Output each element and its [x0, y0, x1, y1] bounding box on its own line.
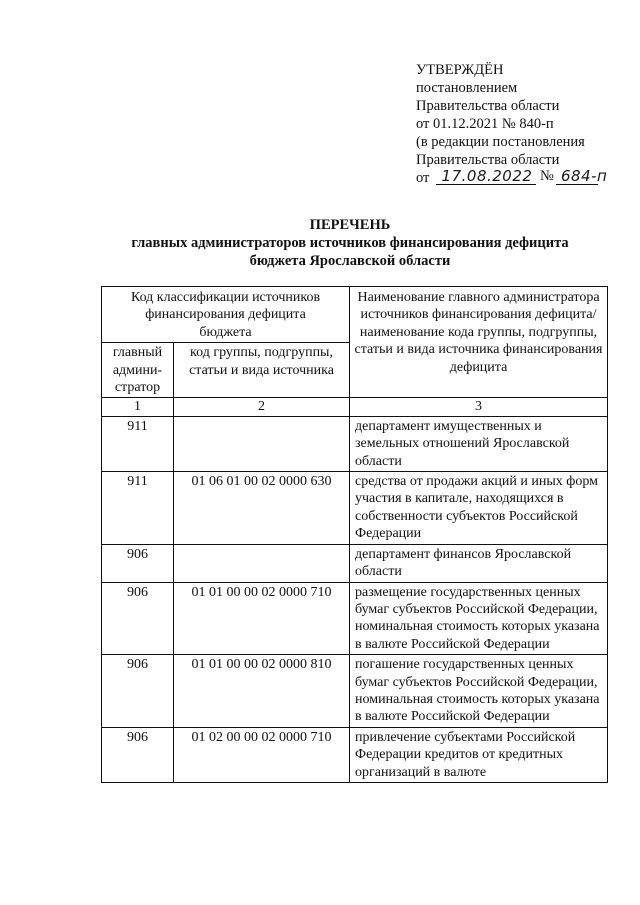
- approval-line: Правительства области: [416, 98, 560, 114]
- number-label: №: [540, 168, 554, 184]
- source-code: [174, 544, 350, 582]
- approval-line: от 01.12.2021 № 840-п: [416, 116, 554, 132]
- source-name: погашение государственных ценных бумаг субъектов Российской Федерации, номинальная стоимость которых указана в валюте Российской Федерации: [350, 655, 608, 728]
- source-code: 01 01 00 00 02 0000 710: [174, 582, 350, 655]
- approval-block: [416, 61, 631, 187]
- source-name: департамент имущественных и земельных отношений Ярославской области: [350, 416, 608, 471]
- source-code: 01 01 00 00 02 0000 810: [174, 655, 350, 728]
- admin-code: 906: [102, 727, 174, 782]
- header-admin: главный админи-стратор: [102, 343, 174, 398]
- admin-code: 911: [102, 472, 174, 545]
- source-code: 01 02 00 00 02 0000 710: [174, 727, 350, 782]
- source-name: департамент финансов Ярославской области: [350, 544, 608, 582]
- signature-prefix: от: [416, 170, 430, 186]
- approval-line: (в редакции постановления: [416, 134, 585, 150]
- signature-row: [416, 169, 631, 187]
- admin-code: 911: [102, 416, 174, 471]
- handwritten-number: 684-п: [561, 167, 608, 185]
- table-row: [102, 544, 608, 582]
- column-number: 1: [102, 398, 174, 416]
- table-row: [102, 472, 608, 545]
- table-header-row: [102, 287, 608, 343]
- title-subtitle: бюджета Ярославской области: [249, 253, 451, 269]
- document-title: [90, 216, 610, 270]
- handwritten-date: 17.08.2022: [441, 167, 533, 185]
- source-code: 01 06 01 00 02 0000 630: [174, 472, 350, 545]
- approval-heading: УТВЕРЖДЁН: [416, 62, 504, 78]
- header-name: Наименование главного администратора источников финансирования дефицита/ наименование кода группы, подгруппы, статьи и вида источника финансирования дефицита: [350, 287, 608, 398]
- table-row: [102, 416, 608, 471]
- column-number: 3: [350, 398, 608, 416]
- header-classification: Код классификации источников финансирования дефицита бюджета: [102, 287, 350, 343]
- administrators-table: [101, 286, 608, 783]
- title-main: ПЕРЕЧЕНЬ: [309, 217, 391, 233]
- column-number: 2: [174, 398, 350, 416]
- source-name: средства от продажи акций и иных форм участия в капитале, находящихся в собственности субъектов Российской Федерации: [350, 472, 608, 545]
- numbering-row: [102, 398, 608, 416]
- approval-line: постановлением: [416, 80, 518, 96]
- source-name: размещение государственных ценных бумаг субъектов Российской Федерации, номинальная стоимость которых указана в валюте Российской Федерации: [350, 582, 608, 655]
- source-code: [174, 416, 350, 471]
- table-row: [102, 655, 608, 728]
- approval-line: Правительства области: [416, 152, 560, 168]
- admin-code: 906: [102, 544, 174, 582]
- header-code-group: код группы, подгруппы, статьи и вида источника: [174, 343, 350, 398]
- table-row: [102, 582, 608, 655]
- admin-code: 906: [102, 655, 174, 728]
- source-name: привлечение субъектами Российской Федерации кредитов от кредитных организаций в валюте: [350, 727, 608, 782]
- admin-code: 906: [102, 582, 174, 655]
- table-row: [102, 727, 608, 782]
- title-subtitle: главных администраторов источников финансирования дефицита: [131, 235, 569, 251]
